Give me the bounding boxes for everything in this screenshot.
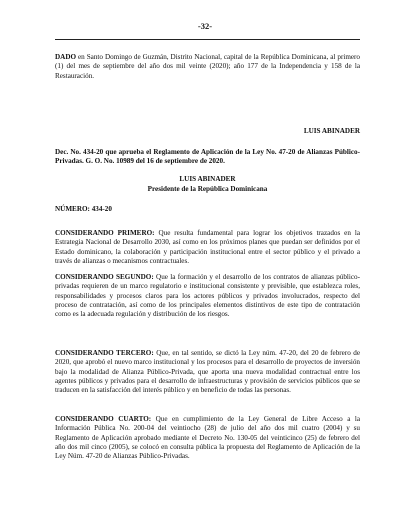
dado-paragraph [55,53,360,81]
considerando-label: CONSIDERANDO TERCERO: [55,349,154,357]
considerando-text: Que la formación y el desarrollo de los contratos de alianzas público-privadas requieren de un marco regulatorio e institucional consistente y previsible, que establezca roles, responsabilidades y procesos claros para los actores públicos y privados involucrados, respecto del proceso de contratación, así como de los principales elementos distintivos de este tipo de contratación como es la adecuada regulación y distribución de los riesgos. [55,273,360,319]
considerando-paragraph [55,415,360,461]
decree-title: Dec. No. 434-20 que aprueba el Reglamento de Aplicación de la Ley No. 47-20 de Alianzas Público-Privadas. G. O. No. 10989 del 16 de septiembre de 2020. [55,148,360,166]
header-name: LUIS ABINADER [179,175,236,183]
dado-label: DADO [55,53,77,61]
considerando-text: Que, en tal sentido, se dictó la Ley núm. 47-20, del 20 de febrero de 2020, que aprobó el nuevo marco institucional y los procesos para el desarrollo de proyectos de inversión bajo la modalidad de Alianza Público-Privada, que aporta una nueva modalidad contractual entre los agentes públicos y privados para el desarrollo de infraestructuras y provisión de servicios públicos que se traducen en la satisfacción del interés público y en beneficio de todas las personas. [55,349,360,395]
page-number: -32- [197,21,213,31]
considerando-text: Que resulta fundamental para lograr los objetivos trazados en la Estrategia Nacional de Desarrollo 2030, así como en los próximos planes que puedan ser definidos por el Estado dominicano, la colaboración y participación institucional entre el sector público y el privado a través de alianzas o mecanismos contractuales. [55,229,360,265]
header-role: Presidente de la República Dominicana [147,185,268,193]
considerando-paragraph [55,273,360,319]
dado-text: en Santo Domingo de Guzmán, Distrito Nacional, capital de la República Dominicana, al primero (1) del mes de septiembre del año dos mil veinte (2020); año 177 de la Independencia y 158 de la Restauración. [55,53,360,80]
considerando-label: CONSIDERANDO SEGUNDO: [55,273,154,281]
decree-number: NÚMERO: 434-20 [55,205,112,213]
considerando-label: CONSIDERANDO CUARTO: [55,415,152,423]
considerando-paragraph [55,349,360,395]
header-rule [55,39,360,40]
considerando-label: CONSIDERANDO PRIMERO: [55,229,155,237]
considerando-paragraph [55,229,360,266]
considerando-text: Que en cumplimiento de la Ley General de Libre Acceso a la Información Pública No. 200-04 del veintiocho (28) de julio del año dos mil cuatro (2004) y su Reglamento de Aplicación aprobado mediante el Decreto No. 130-05 del veinticinco (25) de febrero del año dos mil cinco (2005), se colocó en consulta pública la propuesta del Reglamento de Aplicación de la Ley Núm. 47-20 de Alianzas Público-Privadas. [55,415,360,461]
signature-name: LUIS ABINADER [303,127,360,135]
